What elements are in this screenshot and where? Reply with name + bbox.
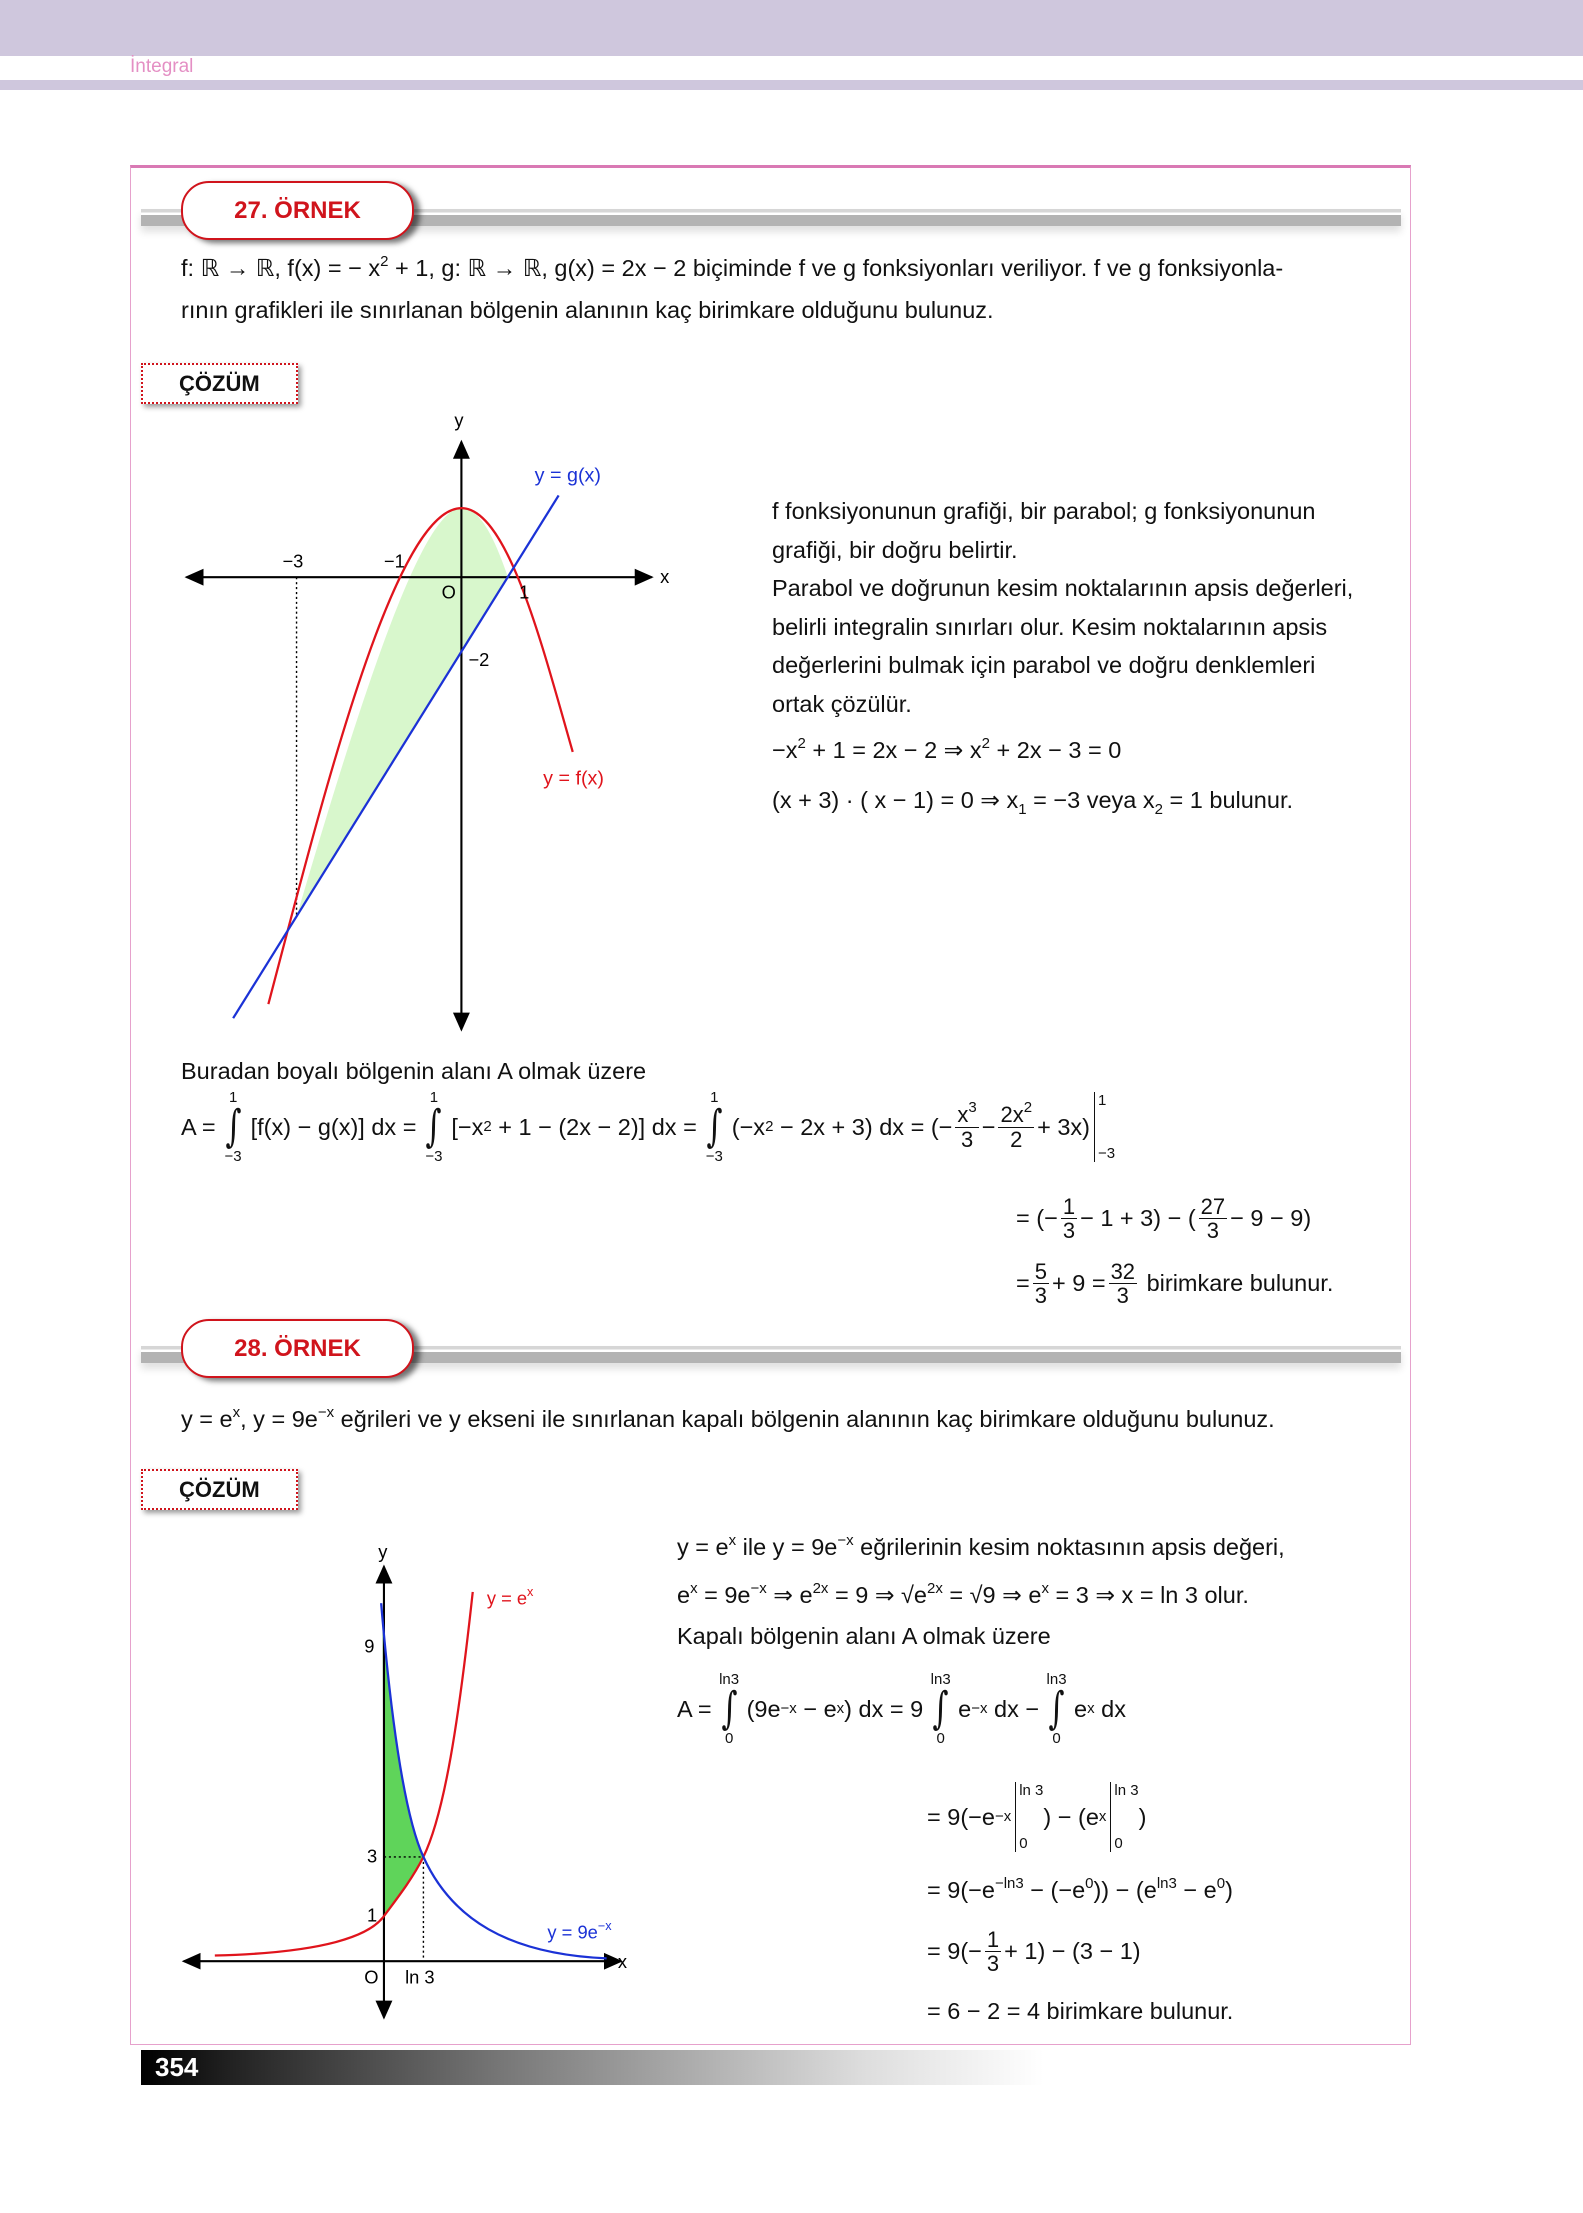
- fraction: [955, 1099, 978, 1152]
- tick-minus-3: −3: [282, 550, 304, 572]
- ex28-result-4: = 6 − 2 = 4 birimkare bulunur.: [927, 1998, 1234, 2024]
- curve-ex: [215, 1592, 473, 1956]
- text: e: [677, 1582, 691, 1608]
- upper-limit: ln3: [930, 1671, 951, 1688]
- lower-limit: 0: [936, 1730, 945, 1747]
- sup: x: [1041, 1580, 1049, 1597]
- tick-3: 3: [367, 1845, 378, 1867]
- upper-limit: ln 3: [1114, 1782, 1139, 1799]
- upper-limit: 1: [429, 1089, 439, 1106]
- solution-27-label: ÇÖZÜM: [141, 363, 298, 404]
- text: y = 9e: [547, 1921, 598, 1943]
- parabola-line-graph: [181, 409, 677, 1037]
- text: − e: [803, 1695, 837, 1722]
- lower-limit: 0: [724, 1730, 734, 1747]
- integral: [222, 1090, 245, 1164]
- integral-sign: ∫: [1048, 1683, 1065, 1734]
- integral-sign: ∫: [225, 1101, 242, 1152]
- text: = (−: [1016, 1205, 1058, 1232]
- denominator: 3: [1034, 1283, 1047, 1309]
- section-title: İntegral: [130, 56, 194, 77]
- area-integral-line: A = 1 ∫ −3 [f(x) − g(x)] dx = 1 ∫ −3 [−x 2 + 1 − (2x − 2)] dx = 1 ∫ −3 (−x 2 − 2x + 3) dx = (− $\frac{x^3}{3}$ − $\frac{2x^2}{2}$ + 3x) 1 −3: [181, 1089, 1116, 1165]
- text: (−x: [731, 1113, 766, 1140]
- lower-limit: 0: [1114, 1835, 1123, 1852]
- denominator: 3: [1062, 1218, 1076, 1244]
- numerator: [998, 1099, 1034, 1128]
- text: =: [1016, 1270, 1030, 1297]
- text: ): [1138, 1803, 1147, 1830]
- sup: 2x: [812, 1580, 829, 1597]
- lower-limit: 0: [1019, 1835, 1028, 1852]
- text: − 1 + 3) − (: [1080, 1205, 1196, 1232]
- ex28-line-3: Kapalı bölgenin alanı A olmak üzere: [677, 1623, 1051, 1649]
- tick-1: 1: [367, 1904, 378, 1926]
- integral: [703, 1090, 726, 1164]
- sup: ln3: [1156, 1875, 1177, 1892]
- footer-page-bar: [141, 2050, 1044, 2085]
- ex28-line-1: [677, 1533, 1285, 1561]
- text: = 1 bulunur.: [1169, 787, 1294, 813]
- example-27-problem: [181, 254, 1283, 282]
- text: ) dx = 9: [844, 1695, 924, 1722]
- example-27-problem-line2: rının grafikleri ile sınırlanan bölgenin alanının kaç birimkare olduğunu bulunuz.: [181, 297, 994, 323]
- text: = 9(−e: [927, 1877, 995, 1903]
- nex-label: [547, 1919, 612, 1942]
- upper-limit: ln 3: [1019, 1782, 1044, 1799]
- integral-sign: ∫: [425, 1101, 442, 1152]
- sub: 1: [1018, 801, 1027, 818]
- f-label: y = f(x): [543, 767, 604, 790]
- fraction: [1109, 1260, 1137, 1307]
- sup: 0: [1085, 1875, 1094, 1892]
- sup: x: [527, 1585, 534, 1600]
- upper-limit: ln3: [719, 1671, 740, 1688]
- numerator: [955, 1099, 978, 1128]
- text: + 1 = 2x − 2 ⇒ x: [812, 737, 982, 763]
- text: [f(x) − g(x)] dx =: [250, 1113, 417, 1140]
- denominator: 2: [1010, 1126, 1023, 1152]
- text: x: [957, 1102, 969, 1128]
- ex28-result-2: [927, 1876, 1233, 1904]
- sub: 2: [1154, 801, 1163, 818]
- text: birimkare bulunur.: [1146, 1270, 1334, 1297]
- integral: [1045, 1672, 1068, 1746]
- text: (−: [930, 1113, 953, 1140]
- text: e: [958, 1695, 972, 1722]
- tick-1: 1: [519, 581, 530, 603]
- sup: 2: [380, 253, 389, 270]
- evaluation-bar: [1015, 1782, 1043, 1852]
- text: eğrileri ve y ekseni ile sınırlanan kapalı bölgenin alanının kaç birimkare olduğunu bulunuz.: [334, 1406, 1275, 1432]
- area-intro: Buradan boyalı bölgenin alanı A olmak üzere: [181, 1058, 647, 1084]
- lower-limit: −3: [1097, 1145, 1116, 1162]
- text: − 2x + 3) dx =: [779, 1113, 925, 1140]
- line-g: [233, 495, 559, 1018]
- y-axis-label: y: [378, 1541, 388, 1563]
- text: 2x: [1000, 1102, 1024, 1128]
- explanation-line: f fonksiyonunun grafiği, bir parabol; g fonksiyonunun: [772, 498, 1316, 524]
- tick-minus-2: −2: [468, 648, 490, 670]
- denominator: 3: [986, 1951, 1000, 1977]
- ex-label: [487, 1585, 534, 1608]
- page-number: 354: [155, 2052, 199, 2082]
- area-line-2: [1016, 1195, 1311, 1242]
- sup: 2: [1023, 1099, 1033, 1117]
- text: [−x: [451, 1113, 484, 1140]
- text: − (−e: [1023, 1877, 1086, 1903]
- integral: [718, 1672, 741, 1746]
- ex28-line-2: [677, 1581, 1249, 1609]
- sup: −x: [317, 1404, 335, 1421]
- explanation-line: Parabol ve doğrunun kesim noktalarının apsis değerleri,: [772, 575, 1354, 602]
- text: y = e: [486, 1587, 528, 1609]
- example-28-label: 28. ÖRNEK: [181, 1319, 414, 1378]
- tick-9: 9: [364, 1635, 375, 1657]
- fraction: [998, 1099, 1034, 1152]
- text: = −3 veya x: [1033, 787, 1155, 813]
- evaluation-bar: [1094, 1092, 1115, 1162]
- text: −: [981, 1113, 996, 1140]
- text: ⇒ e: [766, 1582, 813, 1608]
- y-axis-label: y: [454, 409, 464, 431]
- evaluation-bar: [1110, 1782, 1138, 1852]
- denominator: 3: [1206, 1218, 1220, 1244]
- denominator: 3: [1116, 1283, 1129, 1309]
- explanation-line: değerlerini bulmak için parabol ve doğru denklemleri: [772, 652, 1316, 679]
- upper-limit: ln3: [1046, 1671, 1067, 1688]
- text: )) − (e: [1093, 1877, 1157, 1903]
- text: e: [1074, 1695, 1088, 1722]
- origin-label: O: [441, 581, 456, 603]
- text: ile y = 9e: [736, 1534, 838, 1560]
- text: + 9 =: [1051, 1270, 1106, 1297]
- area-line-3: [1016, 1260, 1333, 1307]
- text: y = e: [181, 1406, 233, 1432]
- text: f: ℝ → ℝ, f(x) = − x: [181, 255, 381, 281]
- text: dx −: [994, 1695, 1040, 1722]
- curve-9e-negx: [381, 1603, 606, 1958]
- explanation-line: grafiği, bir doğru belirtir.: [772, 536, 1018, 563]
- sup: 3: [968, 1099, 977, 1117]
- text: + 1) − (3 − 1): [1004, 1938, 1141, 1965]
- text: ) − (e: [1043, 1803, 1099, 1830]
- text: (9e: [746, 1695, 781, 1722]
- explanation-line: ortak çözülür.: [772, 690, 912, 717]
- lower-limit: −3: [224, 1148, 242, 1165]
- ex28-integral-line: A = ln3 ∫ 0 (9e −x − e x ) dx = 9 ln3 ∫ 0 e −x dx − ln3 ∫ 0 e x dx: [677, 1671, 1126, 1747]
- text: A =: [181, 1113, 216, 1140]
- sup: −x: [597, 1919, 612, 1934]
- text: = 9(−e: [927, 1803, 995, 1830]
- text: = 9e: [697, 1582, 751, 1608]
- numerator: 5: [1034, 1259, 1047, 1284]
- x-axis-label: x: [617, 1951, 628, 1973]
- integral-sign: ∫: [706, 1101, 723, 1152]
- fraction: [985, 1928, 1001, 1975]
- x-axis-label: x: [660, 565, 670, 587]
- sup: x: [728, 1532, 737, 1549]
- text: −x: [772, 737, 798, 763]
- text: + 1, g: ℝ → ℝ, g(x) = 2x − 2 biçiminde f ve g fonksiyonları veriliyor. f ve g fonksiyonla-: [388, 255, 1284, 281]
- integral-sign: ∫: [932, 1683, 949, 1734]
- example-28-problem: [181, 1405, 1275, 1433]
- text: = √9 ⇒ e: [942, 1582, 1042, 1608]
- text: = 9 ⇒ √e: [828, 1582, 928, 1608]
- integral-sign: ∫: [721, 1683, 738, 1734]
- text: + 1 − (2x − 2)] dx =: [498, 1113, 697, 1140]
- upper-limit: 1: [1097, 1092, 1107, 1109]
- text: = 9(−: [927, 1938, 982, 1965]
- sup: 0: [1216, 1875, 1226, 1892]
- sup: −x: [837, 1532, 854, 1549]
- exponential-graph: [181, 1538, 632, 2025]
- text: y = e: [677, 1534, 729, 1560]
- upper-limit: 1: [710, 1089, 719, 1106]
- text: + 2x − 3 = 0: [996, 737, 1122, 763]
- header-band: [0, 0, 1583, 56]
- text: dx: [1101, 1695, 1126, 1722]
- g-label: y = g(x): [534, 464, 601, 487]
- text: eğrilerinin kesim noktasının apsis değeri,: [853, 1534, 1285, 1560]
- lower-limit: −3: [705, 1148, 723, 1165]
- numerator: 27: [1200, 1194, 1226, 1219]
- origin-label: O: [364, 1966, 379, 1988]
- sup: −ln3: [994, 1875, 1024, 1892]
- text: − 9 − 9): [1230, 1205, 1312, 1232]
- text: − e: [1176, 1877, 1217, 1903]
- sup: x: [690, 1580, 698, 1597]
- text: ): [1225, 1877, 1233, 1903]
- numerator: 32: [1110, 1259, 1136, 1284]
- text: , y = 9e: [240, 1406, 318, 1432]
- text: A =: [677, 1695, 712, 1722]
- fraction: [1061, 1195, 1077, 1242]
- fraction: [1033, 1260, 1049, 1307]
- sup: 2: [981, 735, 990, 752]
- lower-limit: 0: [1052, 1730, 1061, 1747]
- numerator: 1: [1062, 1194, 1076, 1219]
- numerator: 1: [986, 1927, 1000, 1952]
- tick-ln3: ln 3: [405, 1966, 435, 1988]
- ex28-result-1: = 9(−e −x ln 3 0 ) − (e x ln 3 0 ): [927, 1782, 1147, 1852]
- text: (x + 3) · ( x − 1) = 0 ⇒ x: [772, 787, 1019, 813]
- integral: [929, 1672, 952, 1746]
- fraction: [1199, 1195, 1227, 1242]
- text: + 3x): [1037, 1113, 1090, 1140]
- explanation-line: belirli integralin sınırları olur. Kesim noktalarının apsis: [772, 613, 1328, 640]
- equation-2: [772, 786, 1294, 818]
- sup: −x: [750, 1580, 767, 1597]
- example-27-label: 27. ÖRNEK: [181, 181, 414, 240]
- denominator: 3: [960, 1126, 974, 1152]
- sup: 2x: [927, 1580, 943, 1597]
- ex28-result-3: [927, 1928, 1141, 1975]
- explanation-27: [772, 492, 1353, 724]
- header-stripe: [0, 80, 1583, 90]
- solution-28-label: ÇÖZÜM: [141, 1469, 298, 1510]
- lower-limit: −3: [425, 1148, 443, 1165]
- tick-minus-1: −1: [383, 550, 405, 572]
- sup: x: [232, 1404, 241, 1421]
- integral: [422, 1090, 445, 1164]
- equation-1: [772, 736, 1121, 764]
- text: = 3 ⇒ x = ln 3 olur.: [1048, 1582, 1249, 1608]
- upper-limit: 1: [228, 1089, 238, 1106]
- sup: 2: [797, 735, 806, 752]
